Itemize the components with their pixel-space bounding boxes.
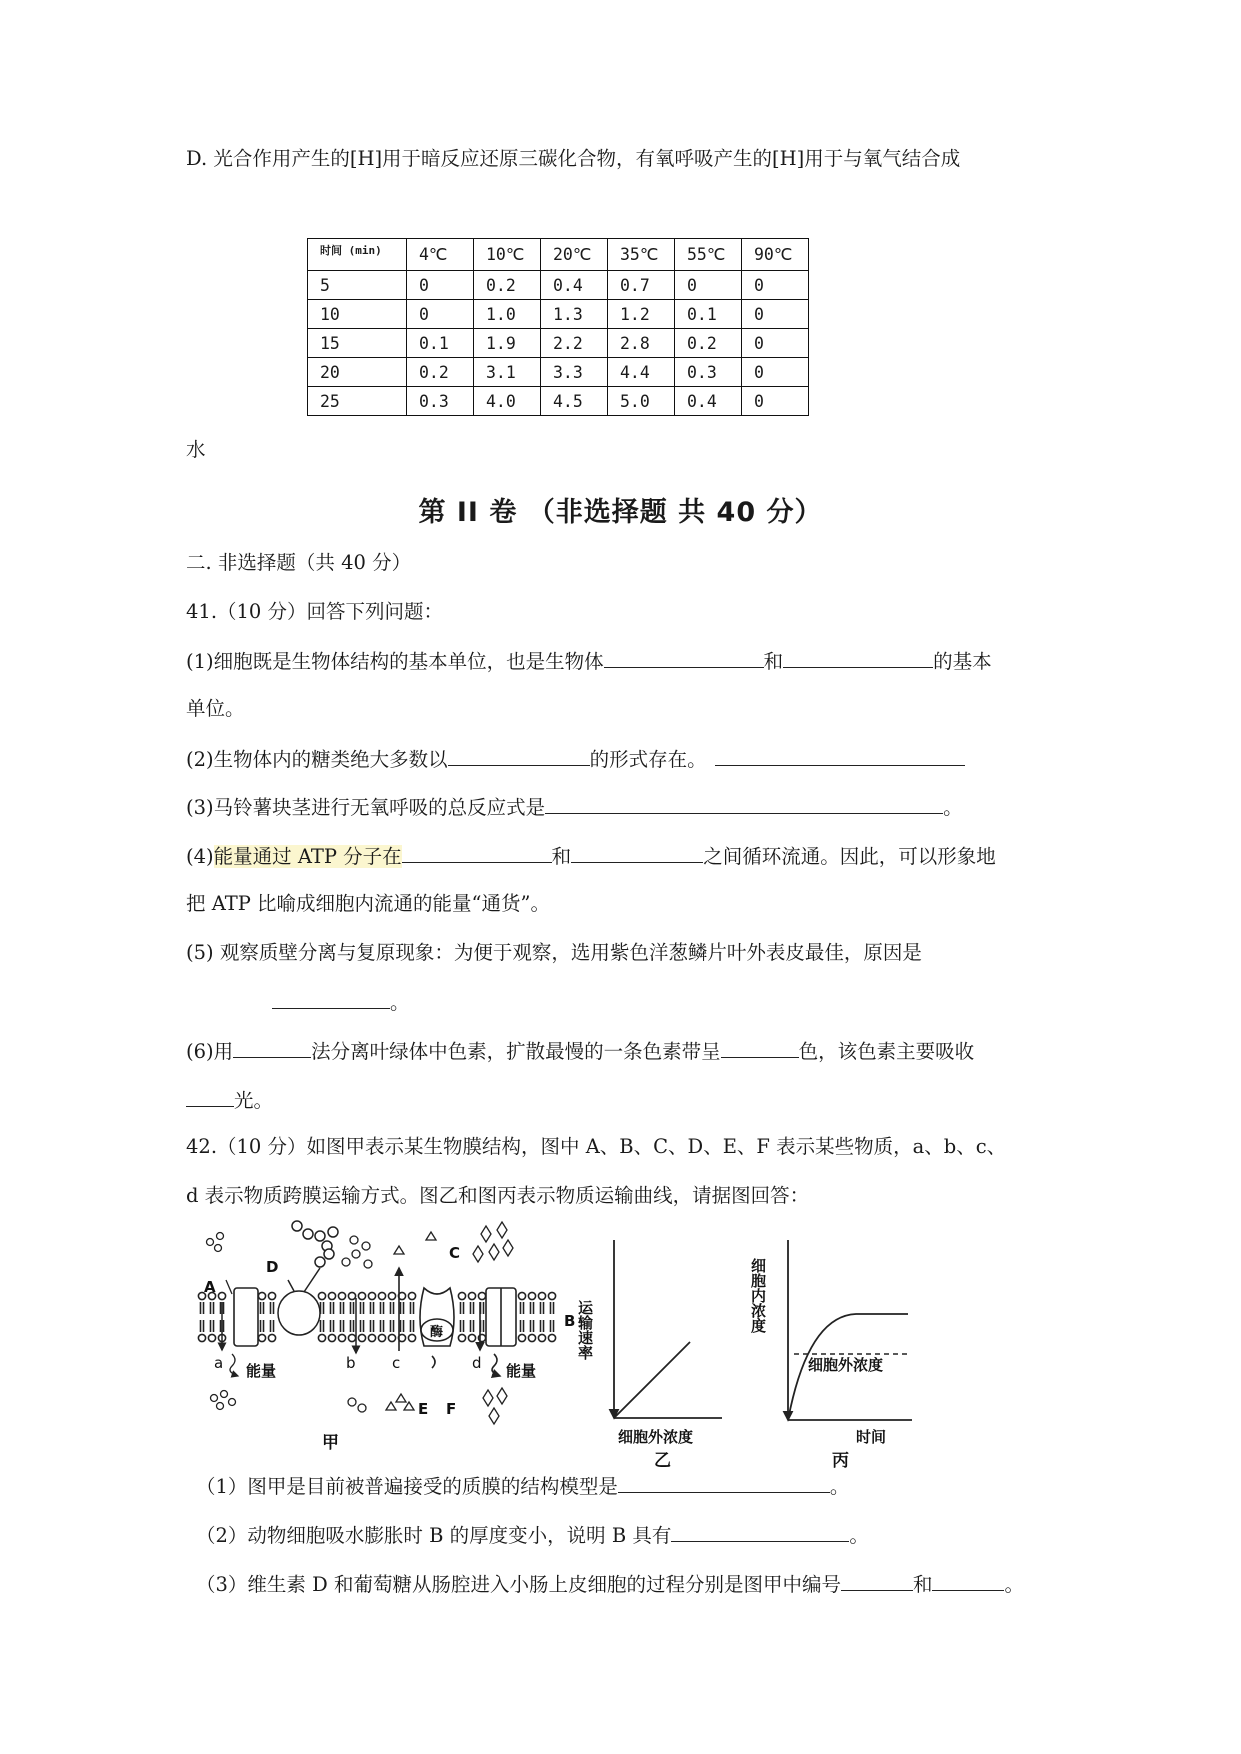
answer-blank[interactable] — [186, 1086, 234, 1107]
answer-blank[interactable] — [783, 647, 933, 668]
table-cell: 0.7 — [608, 271, 675, 300]
table-header-cell: 10℃ — [474, 239, 541, 271]
answer-blank[interactable] — [233, 1037, 311, 1058]
table-cell: 4.0 — [474, 387, 541, 416]
part-heading: 二. 非选择题（共 40 分） — [186, 551, 412, 574]
table-cell: 0 — [742, 358, 809, 387]
table-cell: 0.2 — [474, 271, 541, 300]
label-b-lower: b — [346, 1354, 356, 1372]
table-cell: 4.4 — [608, 358, 675, 387]
q42-heading-cont: d 表示物质跨膜运输方式。图乙和图丙表示物质运输曲线，请据图回答： — [186, 1184, 810, 1207]
table-cell: 1.9 — [474, 329, 541, 358]
table-cell: 15 — [308, 329, 407, 358]
q41-item-4: (4)能量通过 ATP 分子在 和 之间循环流通。因此，可以形象地 — [186, 842, 996, 870]
caption-bing: 丙 — [832, 1451, 849, 1471]
table-header-cell: 20℃ — [541, 239, 608, 271]
table-cell: 1.3 — [541, 300, 608, 329]
table-cell: 0.1 — [675, 300, 742, 329]
q42-item-1: （1）图甲是目前被普遍接受的质膜的结构模型是 。 — [196, 1472, 849, 1500]
table-cell: 2.8 — [608, 329, 675, 358]
table-cell: 1.0 — [474, 300, 541, 329]
label-c: C — [449, 1244, 461, 1262]
section-title: 第 II 卷 （非选择题 共 40 分） — [418, 497, 823, 528]
q42-item-2: （2）动物细胞吸水膨胀时 B 的厚度变小，说明 B 具有 。 — [196, 1521, 869, 1549]
caption-jia: 甲 — [322, 1433, 339, 1453]
table-row — [308, 300, 809, 329]
table-cell: 0 — [742, 387, 809, 416]
table-header-cell: 90℃ — [742, 239, 809, 271]
label-c-lower: c — [392, 1354, 401, 1372]
answer-blank[interactable] — [272, 988, 390, 1009]
label-d-lower: d — [472, 1354, 482, 1372]
chart-yi — [576, 1240, 722, 1471]
table-header-row — [308, 239, 809, 271]
label-d: D — [266, 1258, 279, 1276]
q41-item-6-cont: 光。 — [186, 1086, 273, 1114]
table-cell: 20 — [308, 358, 407, 387]
table-row — [308, 387, 809, 416]
table-row — [308, 271, 809, 300]
table-cell: 10 — [308, 300, 407, 329]
membrane-figure — [196, 1218, 1016, 1471]
table-row — [308, 329, 809, 358]
option-d-continuation: 水 — [186, 438, 206, 461]
q41-item-4-cont: 把 ATP 比喻成细胞内流通的能量“通货”。 — [186, 892, 550, 915]
q41-item-5: (5) 观察质壁分离与复原现象：为便于观察，选用紫色洋葱鳞片叶外表皮最佳，原因是 — [186, 941, 922, 964]
table-header-cell: 时间 (min) — [308, 239, 407, 271]
highlighted-text: 能量通过 ATP 分子在 — [213, 845, 402, 868]
q41-item-6: (6)用 法分离叶绿体中色素，扩散最慢的一条色素带呈 色，该色素主要吸收 — [186, 1037, 974, 1065]
q42-item-3: （3）维生素 D 和葡萄糖从肠腔进入小肠上皮细胞的过程分别是图甲中编号 和 。 — [196, 1570, 1024, 1598]
chart-bing — [749, 1240, 912, 1471]
table-cell: 0.3 — [675, 358, 742, 387]
answer-blank[interactable] — [715, 745, 965, 766]
answer-blank[interactable] — [721, 1037, 799, 1058]
table-header-cell: 35℃ — [608, 239, 675, 271]
table-cell: 0 — [742, 271, 809, 300]
yi-ylabel: 运输速率 — [576, 1300, 594, 1360]
option-d-line: D. 光合作用产生的[H]用于暗反应还原三碳化合物，有氧呼吸产生的[H]用于与氧气结合成 — [186, 147, 961, 170]
table-cell: 1.2 — [608, 300, 675, 329]
table-cell: 0 — [742, 300, 809, 329]
table-cell: 0.2 — [675, 329, 742, 358]
q42-heading: 42.（10 分）如图甲表示某生物膜结构，图中 A、B、C、D、E、F 表示某些物质，a、b、c、 — [186, 1135, 1007, 1158]
answer-blank[interactable] — [402, 842, 552, 863]
answer-blank[interactable] — [571, 842, 703, 863]
q41-item-5-cont: 。 — [272, 988, 410, 1016]
label-b: B — [564, 1312, 576, 1330]
table-cell: 0 — [742, 329, 809, 358]
label-energy-1: 能量 — [246, 1362, 277, 1380]
q41-item-1: (1)细胞既是生物体结构的基本单位，也是生物体 和 的基本 — [186, 647, 992, 675]
table-cell: 4.5 — [541, 387, 608, 416]
table-cell: 5.0 — [608, 387, 675, 416]
label-a-upper: A — [204, 1278, 216, 1296]
answer-blank[interactable] — [545, 793, 943, 814]
table-row — [308, 358, 809, 387]
answer-blank[interactable] — [604, 647, 764, 668]
label-energy-2: 能量 — [506, 1362, 537, 1380]
data-table — [307, 238, 809, 416]
label-f: F — [446, 1400, 457, 1418]
table-cell: 3.1 — [474, 358, 541, 387]
table-header-cell: 4℃ — [407, 239, 474, 271]
label-a-lower: a — [214, 1354, 224, 1372]
answer-blank[interactable] — [841, 1570, 913, 1591]
bing-dashed-label: 细胞外浓度 — [808, 1356, 884, 1374]
table-cell: 5 — [308, 271, 407, 300]
answer-blank[interactable] — [932, 1570, 1004, 1591]
q41-heading: 41.（10 分）回答下列问题： — [186, 600, 444, 623]
table-cell: 25 — [308, 387, 407, 416]
table-cell: 0.3 — [407, 387, 474, 416]
table-cell: 0.4 — [541, 271, 608, 300]
table-header-cell: 55℃ — [675, 239, 742, 271]
q41-item-2: (2)生物体内的糖类绝大多数以 的形式存在。 — [186, 745, 965, 773]
q41-item-3: (3)马铃薯块茎进行无氧呼吸的总反应式是 。 — [186, 793, 963, 821]
bing-ylabel: 细胞内浓度 — [749, 1258, 767, 1333]
table-cell: 0.2 — [407, 358, 474, 387]
table-cell: 3.3 — [541, 358, 608, 387]
table-cell: 0 — [407, 271, 474, 300]
answer-blank[interactable] — [448, 745, 590, 766]
table-cell: 0.1 — [407, 329, 474, 358]
glycoprotein-d — [278, 1221, 338, 1335]
bing-xlabel: 时间 — [856, 1428, 887, 1446]
label-enzyme: 酶 — [430, 1325, 444, 1340]
q41-item-1-cont: 单位。 — [186, 697, 245, 720]
answer-blank[interactable] — [618, 1472, 830, 1493]
table-cell: 2.2 — [541, 329, 608, 358]
table-cell: 0 — [675, 271, 742, 300]
table-cell: 0.4 — [675, 387, 742, 416]
label-e: E — [418, 1400, 429, 1418]
yi-xlabel: 细胞外浓度 — [618, 1428, 694, 1446]
caption-yi: 乙 — [654, 1451, 671, 1471]
figure-labels — [204, 1244, 575, 1453]
carrier-protein-c — [399, 1268, 454, 1368]
answer-blank[interactable] — [671, 1521, 849, 1542]
table-cell: 0 — [407, 300, 474, 329]
